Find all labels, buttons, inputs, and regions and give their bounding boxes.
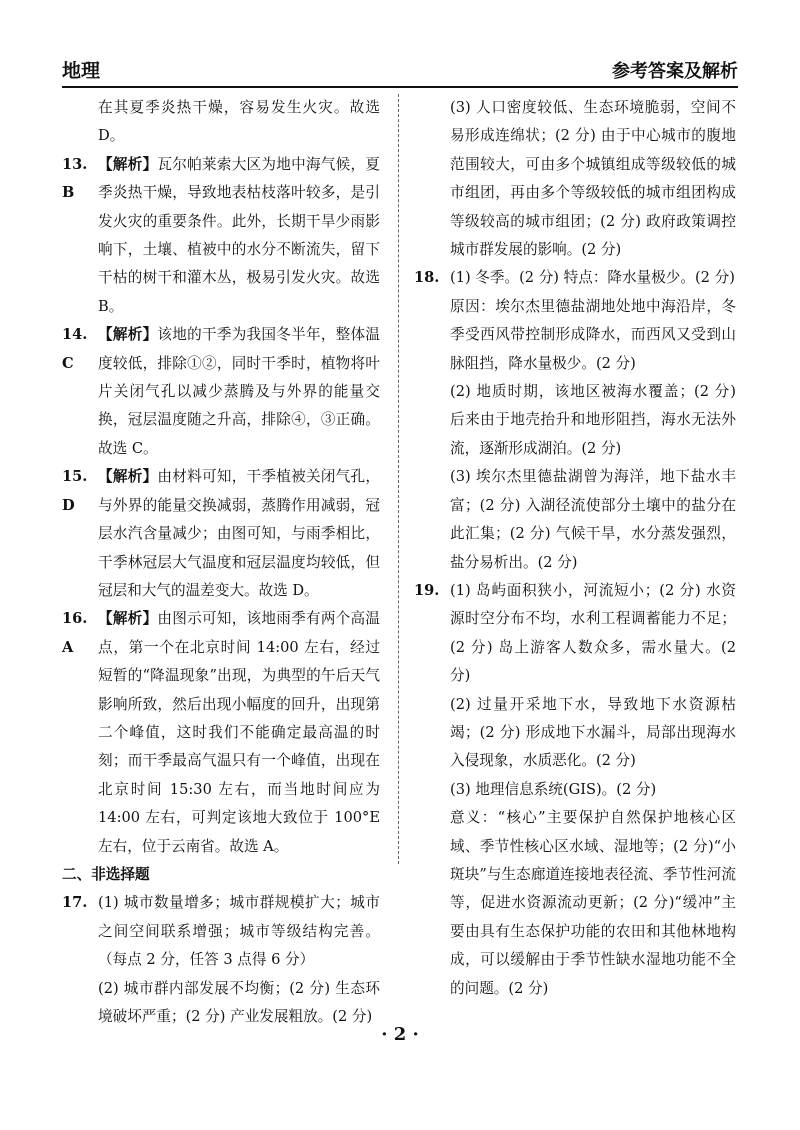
answer-14 xyxy=(62,321,380,463)
answer-19 xyxy=(414,577,736,1003)
column-divider xyxy=(398,94,399,864)
answer-18-number: 18. xyxy=(414,269,440,287)
answer-19-number: 19. xyxy=(414,581,440,599)
answer-17-part-1: (1) 城市数量增多；城市群规模扩大；城市之间空间联系增强；城市等级结构完善。（每点 2 分，任答 3 点得 6 分） xyxy=(98,894,380,969)
analysis-tag: 【解析】 xyxy=(98,155,158,173)
answer-15-number: 15. D xyxy=(62,468,88,514)
answer-19-part-2: (2) 过量开采地下水，导致地下水资源枯竭；(2 分) 形成地下水漏斗，局部出现海水入侵现象，水质恶化。(2 分) xyxy=(450,695,736,770)
answer-15-text: 由材料可知，干季植被关闭气孔，与外界的能量交换减弱，蒸腾作用减弱，冠层水汽含量减少；由图可知，与雨季相比，干季林冠层大气温度和冠层温度均较低，但冠层和大气的温差变大。故选 D。 xyxy=(98,468,380,599)
analysis-tag: 【解析】 xyxy=(98,326,158,344)
answer-17-number: 17. xyxy=(62,894,88,912)
answer-18-part-3: (3) 埃尔杰里德盐湖曾为海洋，地下盐水丰富；(2 分) 入湖径流使部分土壤中的盐分在此汇集；(2 分) 气候干旱，水分蒸发强烈，盐分易析出。(2 分) xyxy=(450,468,736,571)
answer-17 xyxy=(62,889,380,1031)
page-number: · 2 · xyxy=(381,1024,419,1045)
analysis-tag: 【解析】 xyxy=(98,610,158,628)
answer-18-part-2: (2) 地质时期，该地区被海水覆盖；(2 分) 后来由于地壳抬升和地形阻挡，海水无法外流，逐渐形成湖泊。(2 分) xyxy=(450,383,736,457)
left-column xyxy=(62,94,380,1031)
analysis-tag: 【解析】 xyxy=(98,468,158,486)
answer-13-text: 瓦尔帕莱索大区为地中海气候，夏季炎热干燥，导致地表枯枝落叶较多，是引发火灾的重要条件。此外，长期干旱少雨影响下，土壤、植被中的水分不断流失，留下干枯的树干和灌木丛，极易引发火灾。故选 B。 xyxy=(98,155,380,315)
answer-17-part-3: (3) 人口密度较低、生态环境脆弱，空间不易形成连绵状；(2 分) 由于中心城市的腹地范围较大，可由多个城镇组成等级较低的城市组团，再由多个等级较低的城市组团构成等级较高的城市组团；(2 分) 政府政策调控城市群发展的影响。(2 分) xyxy=(450,99,736,259)
answer-18 xyxy=(414,264,736,576)
answer-19-significance: 意义：“核心”主要保护自然保护地核心区域、季节性核心区水域、湿地等；(2 分)“小斑块”与生态廊道连接地表径流、季节性河流等，促进水资源流动更新；(2 分)“缓冲”主要由具有生态保护功能的农田和其他林地构成，可以缓解由于季节性缺水湿地功能不全的问题。(2 分) xyxy=(450,809,736,997)
answer-key-title: 参考答案及解析 xyxy=(612,61,738,82)
answer-16-text: 由图示可知，该地雨季有两个高温点，第一个在北京时间 14:00 左右，经过短暂的“降温现象”出现，为典型的午后天气影响所致，然后出现小幅度的回升，出现第二个峰值，这时我们不能确定最高温的时刻；而干季最高气温只有一个峰值，出现在北京时间 15:30 左右，而当地时间应为 14:00 左右，可判定该地大致位于 100°E 左右，位于云南省。故选 A。 xyxy=(98,610,380,855)
section-heading-non-choice: 二、非选择题 xyxy=(62,865,150,883)
answer-14-number: 14. C xyxy=(62,326,88,372)
answer-17-part-2: (2) 城市群内部发展不均衡；(2 分) 生态环境破坏严重；(2 分) 产业发展粗放。(2 分) xyxy=(98,979,380,1025)
answer-16 xyxy=(62,605,380,861)
answer-13 xyxy=(62,151,380,321)
right-column xyxy=(414,94,736,1003)
q12-continuation: 在其夏季炎热干燥，容易发生火灾。故选 D。 xyxy=(98,99,380,145)
subject-title: 地理 xyxy=(62,60,101,82)
answer-15 xyxy=(62,463,380,605)
answer-19-part-3: (3) 地理信息系统(GIS)。(2 分) xyxy=(450,780,657,798)
answer-16-number: 16. A xyxy=(62,610,88,656)
answer-18-part-1: (1) 冬季。(2 分) 特点：降水量极少。(2 分) xyxy=(450,269,735,287)
answer-13-number: 13. B xyxy=(62,155,88,202)
answer-14-text: 该地的干季为我国冬半年，整体温度较低，排除①②，同时干季时，植物将叶片关闭气孔以减少蒸腾及与外界的能量交换，冠层温度随之升高，排除④，③正确。故选 C。 xyxy=(98,326,380,457)
answer-19-part-1: (1) 岛屿面积狭小，河流短小；(2 分) 水资源时空分布不均，水利工程调蓄能力不足；(2 分) 岛上游客人数众多，需水量大。(2 分) xyxy=(450,581,736,685)
answer-18-reason: 原因：埃尔杰里德盐湖地处地中海沿岸，冬季受西风带控制形成降水，而西风又受到山脉阻挡，降水量极少。(2 分) xyxy=(450,297,736,372)
page-header xyxy=(62,52,738,88)
